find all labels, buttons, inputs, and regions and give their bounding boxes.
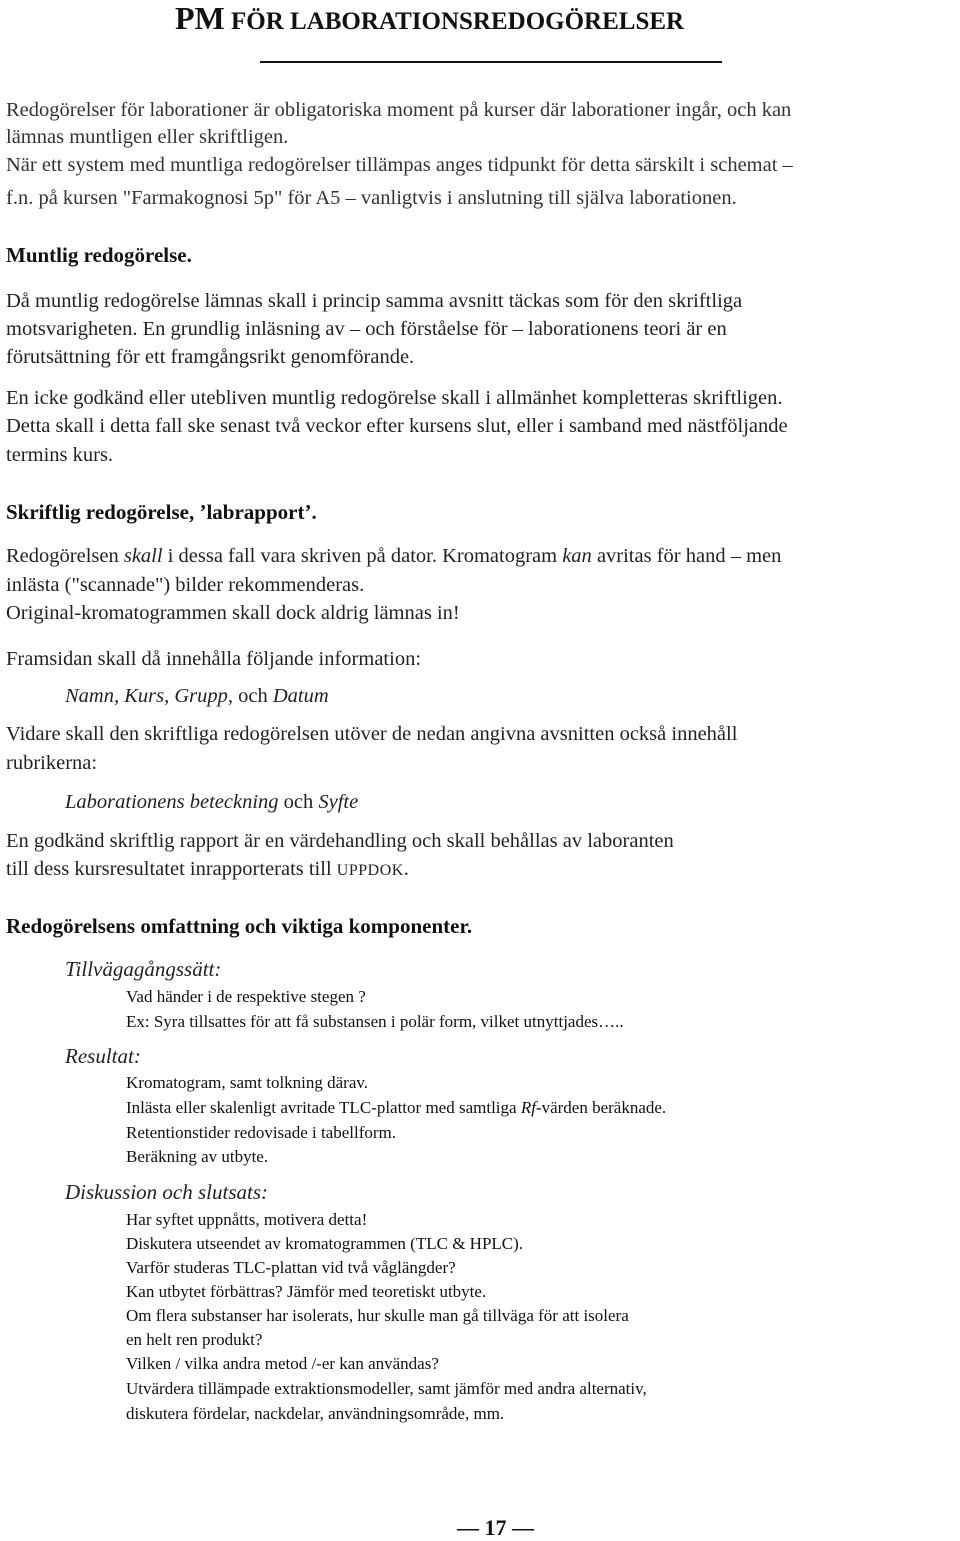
paragraph-line: Framsidan skall då innehålla följande information: — [6, 648, 422, 670]
section-heading-skriftlig: Skriftlig redogörelse, ’labrapport’. — [6, 500, 317, 524]
paragraph-line: Detta skall i detta fall ske senast två veckor efter kursens slut, eller i samband med nästföljande — [6, 415, 788, 437]
paragraph-line: inlästa ("scannade") bilder rekommenderas. — [6, 574, 365, 596]
list-item: Varför studeras TLC-plattan vid två våglängder? — [126, 1258, 456, 1277]
list-item: Vad händer i de respektive stegen ? — [126, 987, 366, 1006]
intro-line: När ett system med muntliga redogörelser tillämpas anges tidpunkt för detta särskilt i schemat – — [6, 154, 793, 176]
title-pm: PM — [175, 0, 225, 36]
subheading-tillvagagangssatt: Tillvägagångssätt: — [65, 957, 222, 981]
intro-line: lämnas muntligen eller skriftligen. — [6, 126, 289, 148]
paragraph-line: motsvarigheten. En grundlig inläsning av – och förståelse för – laborationens teori är en — [6, 318, 727, 340]
paragraph-line: En godkänd skriftlig rapport är en värdehandling och skall behållas av laboranten — [6, 830, 674, 852]
paragraph-line: förutsättning för ett framgångsrikt genomförande. — [6, 346, 415, 368]
list-item: Har syftet uppnåtts, motivera detta! — [126, 1210, 368, 1229]
list-item: Retentionstider redovisade i tabellform. — [126, 1123, 397, 1142]
paragraph-line: Då muntlig redogörelse lämnas skall i princip samma avsnitt täckas som för den skriftliga — [6, 290, 743, 312]
list-item: Diskutera utseendet av kromatogrammen (TLC & HPLC). — [126, 1234, 524, 1253]
list-item: Vilken / vilka andra metod /-er kan användas? — [126, 1354, 439, 1373]
section-heading-muntlig: Muntlig redogörelse. — [6, 243, 192, 267]
list-item: Beräkning av utbyte. — [126, 1147, 269, 1166]
section-heading-components: Redogörelsens omfattning och viktiga komponenter. — [6, 914, 473, 938]
list-item: diskutera fördelar, nackdelar, användningsområde, mm. — [126, 1404, 505, 1423]
paragraph-line: Redogörelsen skall i dessa fall vara skriven på dator. Kromatogram kan avritas för hand – men — [6, 545, 782, 567]
page-number: — 17 — — [457, 1515, 534, 1540]
rubrik-fields: Laborationens beteckning och Syfte — [65, 791, 359, 813]
paragraph-line: till dess kursresultatet inrapporterats till UPPDOK. — [6, 858, 409, 880]
list-item: Inlästa eller skalenligt avritade TLC-plattor med samtliga Rf-värden beräknade. — [126, 1098, 667, 1117]
title-rest: FÖR LABORATIONSREDOGÖRELSER — [224, 8, 685, 35]
title-underline — [260, 61, 722, 63]
page-title — [175, 0, 684, 37]
list-item: Kromatogram, samt tolkning därav. — [126, 1073, 369, 1092]
paragraph-line: En icke godkänd eller utebliven muntlig redogörelse skall i allmänhet kompletteras skriftligen. — [6, 387, 783, 409]
list-item: Om flera substanser har isolerats, hur skulle man gå tillväga för att isolera — [126, 1306, 629, 1325]
list-item: Ex: Syra tillsattes för att få substansen i polär form, vilket utnyttjades….. — [126, 1012, 624, 1031]
subheading-diskussion: Diskussion och slutsats: — [65, 1180, 269, 1204]
list-item: en helt ren produkt? — [126, 1330, 263, 1349]
list-item: Kan utbytet förbättras? Jämför med teoretiskt utbyte. — [126, 1282, 487, 1301]
paragraph-line: Original-kromatogrammen skall dock aldrig lämnas in! — [6, 602, 460, 624]
paragraph-line: termins kurs. — [6, 444, 114, 466]
front-page-fields: Namn, Kurs, Grupp, och Datum — [65, 685, 329, 707]
intro-line: f.n. på kursen "Farmakognosi 5p" för A5 – vanligtvis i anslutning till själva laborationen. — [6, 187, 737, 209]
subheading-resultat: Resultat: — [65, 1044, 141, 1068]
paragraph-line: rubrikerna: — [6, 752, 98, 774]
paragraph-line: Vidare skall den skriftliga redogörelsen utöver de nedan angivna avsnitten också innehåll — [6, 723, 738, 745]
intro-line: Redogörelser för laborationer är obligatoriska moment på kurser där laborationer ingår, och kan — [6, 99, 792, 121]
list-item: Utvärdera tillämpade extraktionsmodeller, samt jämför med andra alternativ, — [126, 1379, 647, 1398]
